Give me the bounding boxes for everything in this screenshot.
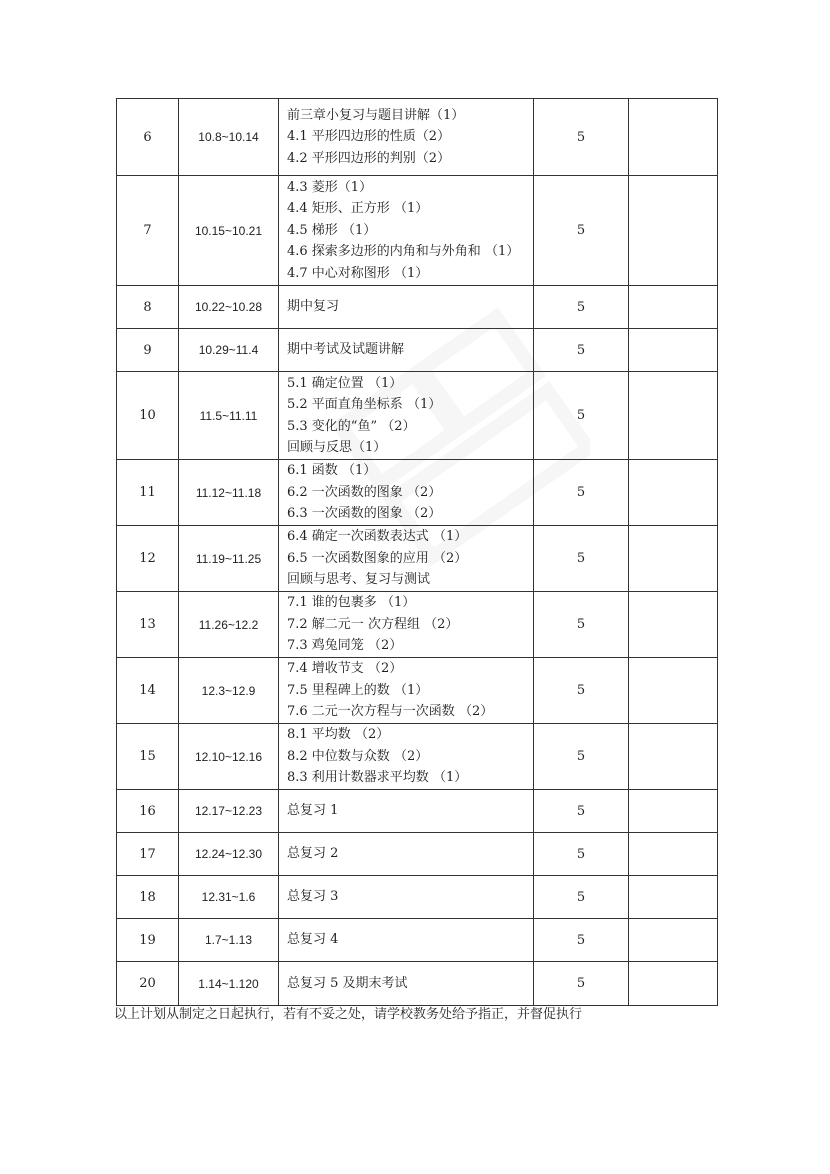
content-cell [279, 724, 534, 790]
hours-cell: 5 [534, 526, 629, 592]
date-range-cell: 12.31~1.6 [179, 876, 279, 919]
content-line: 期中复习 [287, 299, 340, 315]
date-range-cell: 10.15~10.21 [179, 176, 279, 286]
content-line: 总复习 1 [287, 803, 339, 819]
content-line: 总复习 5 及期末考试 [287, 975, 408, 991]
date-range-cell: 10.8~10.14 [179, 99, 279, 176]
content-line: 6.4 确定一次函数表达式 （1） [287, 529, 468, 545]
hours-cell: 5 [534, 372, 629, 460]
content-line: 总复习 2 [287, 846, 339, 862]
content-line: 总复习 3 [287, 889, 339, 905]
note-cell [629, 526, 718, 592]
content-cell [279, 286, 534, 329]
table-row [117, 329, 718, 372]
week-cell: 19 [117, 919, 179, 962]
table-row [117, 526, 718, 592]
hours-cell: 5 [534, 833, 629, 876]
hours-cell: 5 [534, 790, 629, 833]
table-row [117, 176, 718, 286]
content-line: 7.1 谁的包裹多 （1） [287, 595, 416, 611]
note-cell [629, 876, 718, 919]
footer-note: 以上计划从制定之日起执行，若有不妥之处，请学校教务处给予指正，并督促执行 [114, 1007, 583, 1022]
date-range-cell: 10.29~11.4 [179, 329, 279, 372]
week-cell: 18 [117, 876, 179, 919]
content-cell [279, 658, 534, 724]
table-row [117, 658, 718, 724]
hours-cell: 5 [534, 329, 629, 372]
content-cell [279, 372, 534, 460]
week-cell: 8 [117, 286, 179, 329]
hours-cell: 5 [534, 592, 629, 658]
content-cell [279, 329, 534, 372]
content-cell [279, 99, 534, 176]
content-line: 6.2 一次函数的图象 （2） [287, 484, 442, 500]
table-row [117, 876, 718, 919]
date-range-cell: 11.5~11.11 [179, 372, 279, 460]
table-row [117, 962, 718, 1006]
content-line: 前三章小复习与题目讲解（1） [287, 107, 465, 123]
note-cell [629, 919, 718, 962]
content-line: 回顾与反思（1） [287, 440, 387, 455]
date-range-cell: 10.22~10.28 [179, 286, 279, 329]
content-line: 6.5 一次函数图象的应用 （2） [287, 550, 468, 566]
week-cell: 6 [117, 99, 179, 176]
content-line: 5.2 平面直角坐标系 （1） [287, 397, 442, 412]
note-cell [629, 372, 718, 460]
hours-cell: 5 [534, 962, 629, 1006]
date-range-cell: 12.24~12.30 [179, 833, 279, 876]
schedule-body [117, 99, 718, 1006]
content-cell [279, 919, 534, 962]
table-row [117, 592, 718, 658]
content-line: 5.3 变化的“鱼” （2） [287, 418, 416, 434]
content-cell [279, 962, 534, 1006]
content-line: 6.1 函数 （1） [287, 463, 377, 479]
date-range-cell: 12.3~12.9 [179, 658, 279, 724]
week-cell: 14 [117, 658, 179, 724]
content-line: 7.3 鸡兔同笼 （2） [287, 638, 403, 654]
content-line: 5.1 确定位置 （1） [287, 375, 403, 391]
content-line: 7.6 二元一次方程与一次函数 （2） [287, 704, 494, 720]
week-cell: 16 [117, 790, 179, 833]
content-cell [279, 592, 534, 658]
content-line: 7.4 增收节支 （2） [287, 661, 403, 677]
note-cell [629, 790, 718, 833]
week-cell: 11 [117, 460, 179, 526]
week-cell: 17 [117, 833, 179, 876]
note-cell [629, 962, 718, 1006]
table-row [117, 790, 718, 833]
note-cell [629, 460, 718, 526]
teaching-schedule-table [116, 98, 718, 1006]
note-cell [629, 658, 718, 724]
week-cell: 7 [117, 176, 179, 286]
content-line: 4.1 平形四边形的性质（2） [287, 129, 451, 145]
hours-cell: 5 [534, 658, 629, 724]
note-cell [629, 286, 718, 329]
date-range-cell: 1.14~1.120 [179, 962, 279, 1006]
week-cell: 12 [117, 526, 179, 592]
date-range-cell: 12.10~12.16 [179, 724, 279, 790]
content-line: 8.2 中位数与众数 （2） [287, 748, 429, 764]
table-row [117, 286, 718, 329]
week-cell: 9 [117, 329, 179, 372]
content-cell [279, 833, 534, 876]
content-line: 回顾与思考、复习与测试 [287, 572, 431, 588]
content-line: 4.2 平形四边形的判别（2） [287, 150, 451, 166]
hours-cell: 5 [534, 460, 629, 526]
content-line: 8.3 利用计数器求平均数 （1） [287, 770, 468, 786]
week-cell: 15 [117, 724, 179, 790]
note-cell [629, 833, 718, 876]
content-line: 7.5 里程碑上的数 （1） [287, 682, 429, 698]
table-row [117, 919, 718, 962]
table-row [117, 833, 718, 876]
date-range-cell: 11.19~11.25 [179, 526, 279, 592]
content-cell [279, 526, 534, 592]
content-line: 4.3 菱形（1） [287, 179, 373, 195]
week-cell: 20 [117, 962, 179, 1006]
note-cell [629, 592, 718, 658]
date-range-cell: 1.7~1.13 [179, 919, 279, 962]
content-cell [279, 460, 534, 526]
hours-cell: 5 [534, 876, 629, 919]
table-row [117, 372, 718, 460]
note-cell [629, 99, 718, 176]
content-line: 4.6 探索多边形的内角和与外角和 （1） [287, 244, 520, 260]
content-line: 8.1 平均数 （2） [287, 727, 390, 743]
table-row [117, 99, 718, 176]
date-range-cell: 11.26~12.2 [179, 592, 279, 658]
hours-cell: 5 [534, 724, 629, 790]
content-line: 4.5 梯形 （1） [287, 222, 377, 238]
content-line: 4.7 中心对称图形 （1） [287, 265, 429, 281]
note-cell [629, 329, 718, 372]
hours-cell: 5 [534, 919, 629, 962]
date-range-cell: 12.17~12.23 [179, 790, 279, 833]
content-cell [279, 790, 534, 833]
hours-cell: 5 [534, 286, 629, 329]
week-cell: 13 [117, 592, 179, 658]
content-cell [279, 876, 534, 919]
content-line: 4.4 矩形、正方形 （1） [287, 201, 429, 217]
content-line: 6.3 一次函数的图象 （2） [287, 506, 442, 522]
table-row [117, 724, 718, 790]
week-cell: 10 [117, 372, 179, 460]
date-range-cell: 11.12~11.18 [179, 460, 279, 526]
note-cell [629, 176, 718, 286]
content-line: 7.2 解二元一 次方程组 （2） [287, 616, 459, 632]
hours-cell: 5 [534, 176, 629, 286]
content-line: 期中考试及试题讲解 [287, 342, 405, 358]
content-cell [279, 176, 534, 286]
hours-cell: 5 [534, 99, 629, 176]
note-cell [629, 724, 718, 790]
table-row [117, 460, 718, 526]
content-line: 总复习 4 [287, 932, 339, 948]
